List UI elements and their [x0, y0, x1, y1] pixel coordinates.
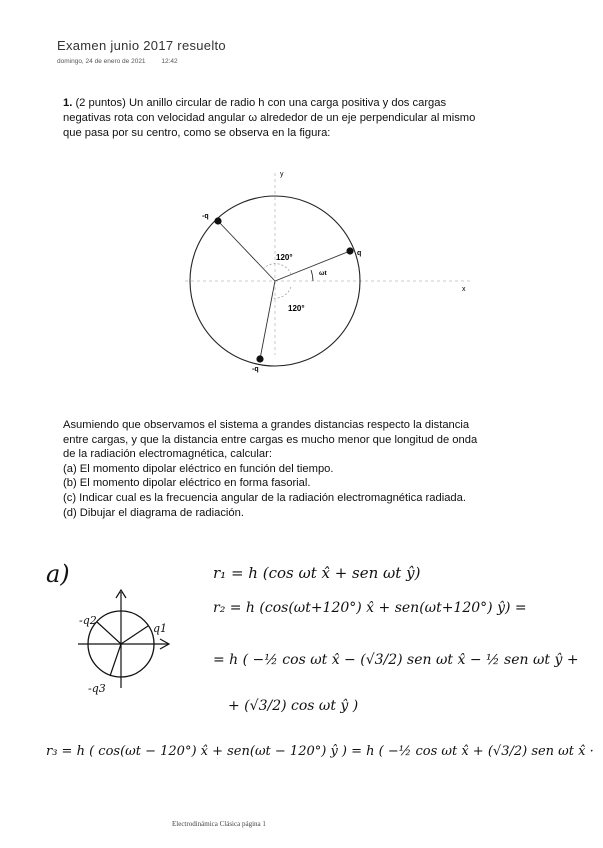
- question-b: (b) El momento dipolar eléctrico en forma fasorial.: [63, 477, 311, 490]
- page-footer: Electrodinámica Clásica página 1: [172, 820, 266, 828]
- equation-r2-line-2: = h ( −½ cos ωt x̂ − (√3/2) sen ωt x̂ − ½ sen ωt ŷ +: [213, 652, 579, 668]
- page-timestamp: [57, 58, 178, 65]
- question-c: (c) Indicar cual es la frecuencia angular de la radiación electromagnética radiada.: [63, 491, 466, 504]
- label-angle-bottom: 120°: [288, 304, 305, 313]
- y-axis-label: y: [280, 171, 284, 178]
- sketch-label-q3: -q3: [88, 682, 106, 695]
- question-a: (a) El momento dipolar eléctrico en función del tiempo.: [63, 462, 334, 475]
- page-title: Examen junio 2017 resuelto: [57, 38, 226, 53]
- problem-line-2: negativas rota con velocidad angular ω alrededor de un eje perpendicular al mismo: [63, 112, 476, 124]
- intro-line-3: de la radiación electromagnética, calcular:: [63, 448, 272, 461]
- angle-arc-wt: [311, 270, 313, 281]
- equation-r3: r₃ = h ( cos(ωt − 120°) x̂ + sen(ωt − 120°) ŷ ) = h ( −½ cos ωt x̂ + (√3/2) sen ωt x̂ ·: [46, 744, 594, 759]
- problem-points: (2 puntos): [75, 97, 126, 109]
- charge-right: [346, 247, 353, 254]
- problem-line-3: que pasa por su centro, como se observa en la figura:: [63, 127, 331, 139]
- sketch-radius-q2: [97, 622, 121, 644]
- x-axis-label: x: [462, 286, 466, 293]
- part-a-label: a): [46, 560, 70, 588]
- equation-r2-line-1: r₂ = h (cos(ωt+120°) x̂ + sen(ωt+120°) ŷ) =: [213, 600, 527, 616]
- sketch-radius-q1: [121, 626, 148, 644]
- question-list: [63, 418, 563, 520]
- label-charge-bottom: -q: [252, 366, 259, 373]
- sketch-label-q2: -q2: [79, 614, 97, 627]
- page-date: domingo, 24 de enero de 2021: [57, 58, 146, 65]
- radius-bottom: [260, 281, 275, 359]
- label-angle-top: 120°: [276, 253, 293, 262]
- equation-r1: r₁ = h (cos ωt x̂ + sen ωt ŷ): [213, 564, 421, 582]
- question-d: (d) Dibujar el diagrama de radiación.: [63, 506, 244, 519]
- charge-bottom: [256, 355, 263, 362]
- label-angle-wt: ωt: [319, 270, 327, 277]
- problem-line-1: Un anillo circular de radio h con una carga positiva y dos cargas: [128, 97, 447, 109]
- ring-charge-figure: [180, 165, 480, 380]
- intro-line-1: Asumiendo que observamos el sistema a grandes distancias respecto la distancia: [63, 419, 470, 431]
- radius-top-left: [218, 221, 275, 281]
- charge-top-left: [214, 217, 221, 224]
- equation-r2-line-3: + (√3/2) cos ωt ŷ ): [228, 698, 359, 714]
- handwritten-solution: [0, 540, 603, 800]
- sketch-radius-q3: [110, 644, 121, 676]
- problem-number: 1: [63, 97, 70, 109]
- label-charge-right: q: [357, 250, 362, 257]
- problem-statement: 1. (2 puntos) Un anillo circular de radio h con una carga positiva y dos cargas negativas rota con velocidad angular ω alrededor de un eje perpendicular al mismo que pasa por su centro, como se observa en la figura:: [63, 96, 563, 141]
- label-charge-top-left: -q: [202, 213, 209, 220]
- page-time: 12:42: [161, 58, 178, 65]
- sketch-label-q1: q1: [153, 622, 168, 635]
- intro-line-2: entre cargas, y que la distancia entre cargas es mucho menor que longitud de onda: [63, 433, 478, 446]
